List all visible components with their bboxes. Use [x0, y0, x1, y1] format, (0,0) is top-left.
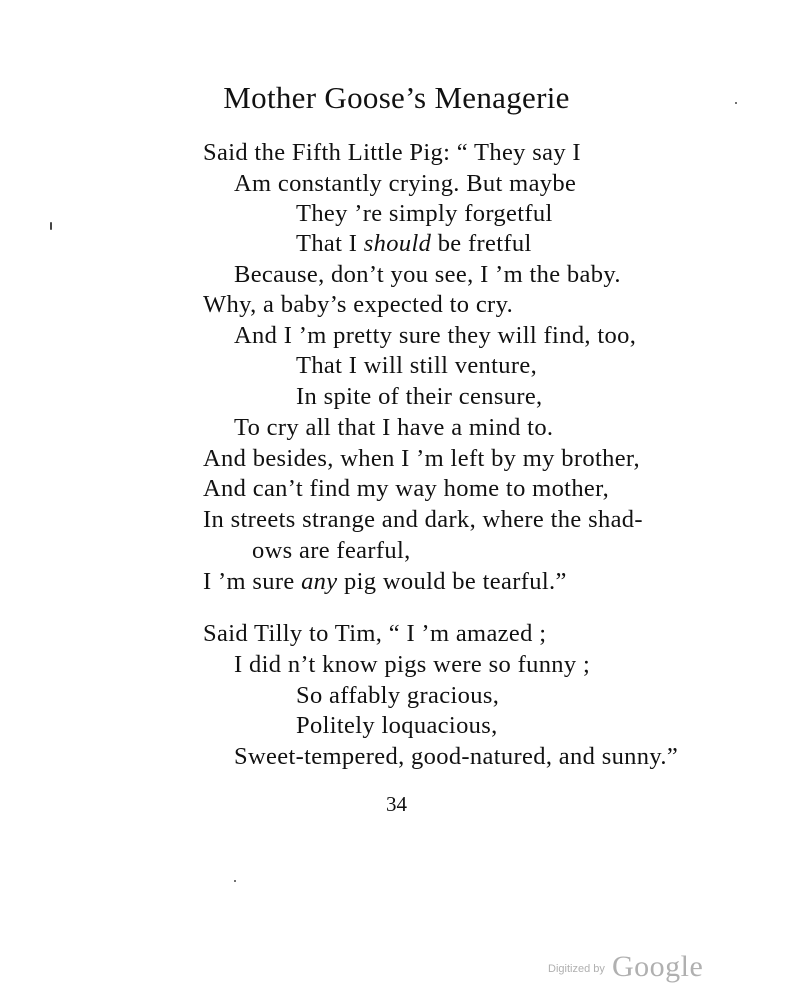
poem-line: Because, don’t you see, I ’m the baby. — [234, 261, 621, 288]
poem-line-emphasis: should — [363, 230, 432, 257]
poem-line — [296, 229, 532, 259]
poem-line: And can’t find my way home to mother, — [203, 475, 610, 502]
poem-line: ows are fearful, — [252, 537, 411, 564]
watermark-prefix: Digitized by — [548, 963, 605, 975]
poem-line: They ’re simply forgetful — [296, 200, 553, 227]
poem-line: In spite of their censure, — [296, 383, 543, 410]
poem-line: Am constantly crying. But maybe — [234, 170, 577, 197]
poem-line: And I ’m pretty sure they will find, too, — [234, 322, 637, 349]
poem-line-emphasis: any — [301, 568, 338, 595]
poem-line: And besides, when I ’m left by my brother, — [203, 445, 640, 472]
print-speck — [735, 102, 737, 104]
poem-line: Why, a baby’s expected to cry. — [203, 291, 514, 318]
poem-line: That I will still venture, — [296, 352, 538, 379]
poem-line: Politely loquacious, — [296, 712, 498, 739]
poem-line: Said the Fifth Little Pig: “ They say I — [203, 139, 581, 166]
poem-line-text: be fretful — [431, 230, 532, 257]
print-speck — [234, 880, 236, 882]
poem-line-text: pig would be tearful.” — [337, 568, 567, 595]
watermark-brand: Google — [611, 950, 704, 983]
poem-line — [203, 567, 567, 597]
page-number: 34 — [386, 792, 407, 816]
poem-line: Said Tilly to Tim, “ I ’m amazed ; — [203, 620, 547, 647]
poem-line-text: I ’m sure — [203, 568, 302, 595]
poem-line: To cry all that I have a mind to. — [234, 414, 554, 441]
digitized-watermark — [548, 950, 703, 984]
page-title: Mother Goose’s Menagerie — [223, 80, 570, 115]
print-speck — [50, 222, 52, 230]
poem-line: So affably gracious, — [296, 682, 500, 709]
poem-line: In streets strange and dark, where the shad- — [203, 506, 643, 533]
poem-line: I did n’t know pigs were so funny ; — [234, 651, 591, 678]
poem-line-text: That I — [296, 230, 364, 257]
poem-line: Sweet-tempered, good-natured, and sunny.” — [234, 743, 679, 770]
